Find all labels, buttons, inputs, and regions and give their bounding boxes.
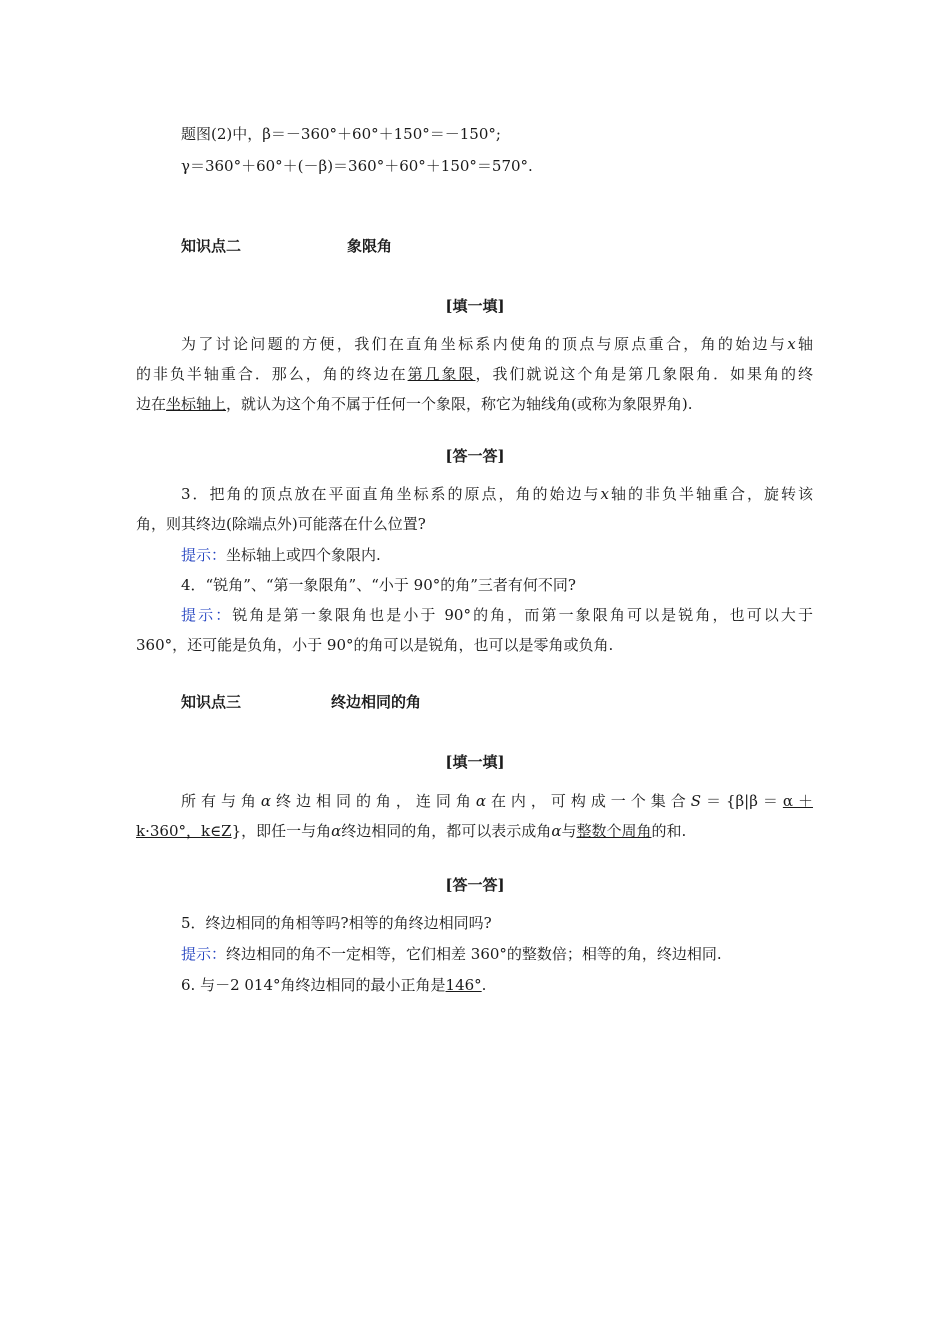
section-2-paragraph-line-3: 边在坐标轴上，就认为这个角不属于任何一个象限，称它为轴线角(或称为象限界角).	[136, 395, 693, 413]
hint-label: 提示：	[181, 606, 233, 624]
question-4: 4．“锐角”、“第一象限角”、“小于 90°的角”三者有何不同?	[181, 576, 576, 594]
answer-blank-axis: 坐标轴上	[166, 395, 227, 413]
section-3-label: 知识点三	[181, 693, 242, 711]
section-2-paragraph-line-2: 的非负半轴重合．那么，角的终边在第几象限，我们就说这个角是第几象限角．如果角的终	[136, 365, 813, 383]
section-3-title: 终边相同的角	[331, 693, 422, 711]
answer-5: 提示：终边相同的角不一定相等，它们相差 360°的整数倍；相等的角，终边相同.	[181, 945, 722, 963]
answer-blank-quadrant: 第几象限	[407, 365, 476, 383]
question-5: 5．终边相同的角相等吗?相等的角终边相同吗?	[181, 914, 492, 932]
section-3-paragraph-line-2: k·360°，k∈Z}，即任一与角α终边相同的角，都可以表示成角α与整数个周角的和.	[136, 822, 687, 840]
answer-3: 提示：坐标轴上或四个象限内.	[181, 546, 381, 564]
answer-blank-min-angle: 146°	[445, 976, 482, 994]
section-2-title: 象限角	[347, 237, 393, 255]
question-3-line-2: 角，则其终边(除端点外)可能落在什么位置?	[136, 515, 426, 533]
answer-blank-formula-end: k·360°，k∈Z	[136, 822, 232, 840]
answer-blank-full-turns: 整数个周角	[576, 822, 652, 840]
section-3-fill-header: [填一填]	[445, 753, 505, 771]
section-2-label: 知识点二	[181, 237, 242, 255]
hint-label: 提示：	[181, 546, 227, 564]
intro-line-1: 题图(2)中，β＝－360°＋60°＋150°＝－150°;	[181, 125, 501, 143]
intro-line-2: γ＝360°＋60°＋(－β)＝360°＋60°＋150°＝570°.	[181, 157, 533, 175]
section-2-answer-header: [答一答]	[445, 447, 505, 465]
hint-label: 提示：	[181, 945, 227, 963]
section-2-paragraph-line-1: 为了讨论问题的方便，我们在直角坐标系内使角的顶点与原点重合，角的始边与x轴	[181, 335, 813, 353]
answer-blank-formula-start: α＋	[782, 792, 813, 810]
answer-4-line-1: 提示：锐角是第一象限角也是小于 90°的角，而第一象限角可以是锐角，也可以大于	[181, 606, 813, 624]
answer-4-line-2: 360°，还可能是负角，小于 90°的角可以是锐角，也可以是零角或负角.	[136, 636, 614, 654]
section-3-paragraph-line-1: 所有与角α终边相同的角，连同角α在内，可构成一个集合S＝{β|β＝α＋	[181, 792, 813, 810]
question-6: 6. 与－2 014°角终边相同的最小正角是146°.	[181, 976, 487, 994]
question-3-line-1: 3．把角的顶点放在平面直角坐标系的原点，角的始边与x轴的非负半轴重合，旋转该	[181, 485, 813, 503]
section-2-fill-header: [填一填]	[445, 297, 505, 315]
section-3-answer-header: [答一答]	[445, 876, 505, 894]
